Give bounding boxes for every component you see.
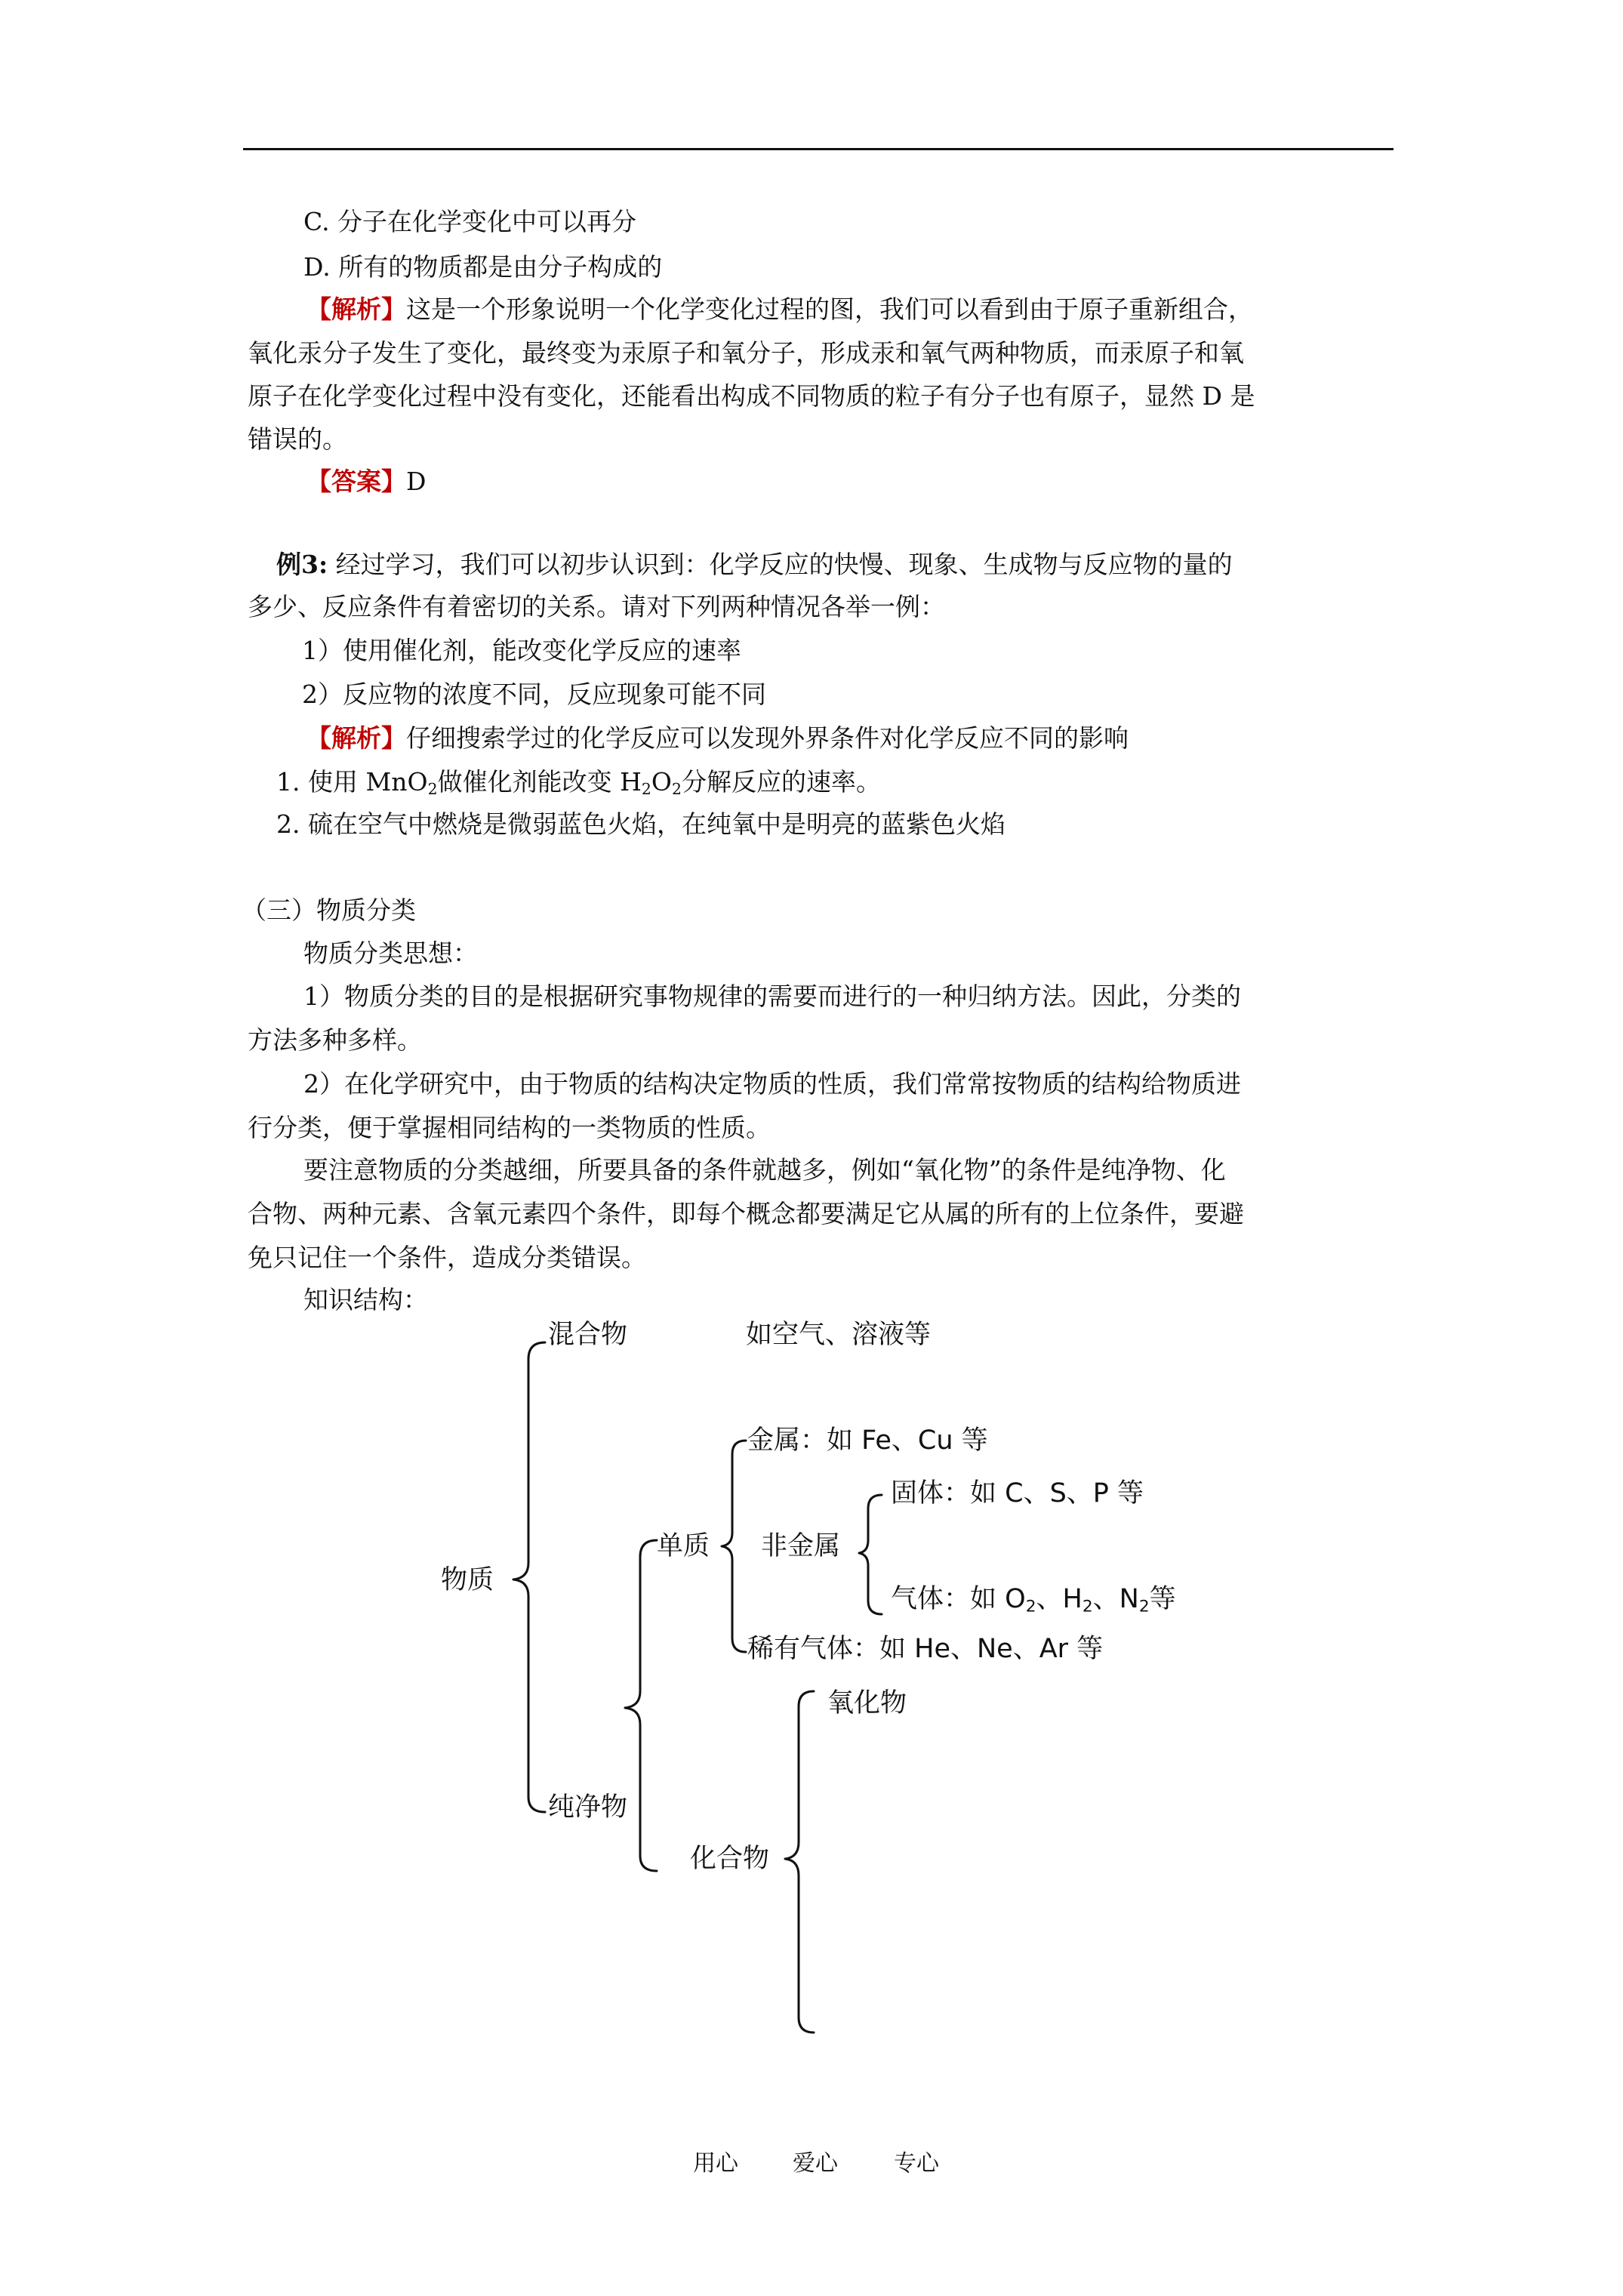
paragraph-1-line-1: 1）物质分类的目的是根据研究事物规律的需要而进行的一种归纳方法。因此，分类的 <box>303 982 1241 1011</box>
brace-root <box>513 1342 545 1812</box>
analysis-1-line-4: 错误的。 <box>248 424 347 454</box>
example-3-item-1: 1）使用催化剂，能改变化学反应的速率 <box>302 636 741 665</box>
section-subheading: 物质分类思想： <box>303 938 478 968</box>
paragraph-2-line-2: 行分类，便于掌握相同结构的一类物质的性质。 <box>248 1113 771 1142</box>
analysis-1-line-2: 氧化汞分子发生了变化，最终变为汞原子和氧分子，形成汞和氧气两种物质，而汞原子和氧 <box>248 338 1244 368</box>
analysis-1-line-1: 【解析】这是一个形象说明一个化学变化过程的图，我们可以看到由于原子重新组合， <box>306 294 1253 324</box>
example-3-line-1: 例3: 经过学习，我们可以初步认识到：化学反应的快慢、现象、生成物与反应物的量的 <box>276 550 1233 579</box>
analysis-tag: 【解析】 <box>306 294 406 324</box>
analysis-2-point-2: 2. 硫在空气中燃烧是微弱蓝色火焰，在纯氧中是明亮的蓝紫色火焰 <box>276 809 1006 839</box>
footer-text-2: 爱心 <box>793 2150 838 2177</box>
brace-nonmetal <box>859 1495 882 1614</box>
brace-element <box>722 1441 746 1652</box>
tree-nonmetal: 非金属 <box>761 1531 841 1561</box>
analysis-tag: 【解析】 <box>306 723 406 753</box>
tree-oxide: 氧化物 <box>827 1688 907 1718</box>
structure-label: 知识结构： <box>303 1285 428 1314</box>
paragraph-3-line-2: 合物、两种元素、含氧元素四个条件，即每个概念都要满足它从属的所有的上位条件，要避 <box>248 1199 1244 1228</box>
tree-pure: 纯净物 <box>548 1792 628 1823</box>
analysis-2-line: 【解析】仔细搜索学过的化学反应可以发现外界条件对化学反应不同的影响 <box>306 723 1129 753</box>
paragraph-3-line-1: 要注意物质的分类越细，所要具备的条件就越多，例如“氧化物”的条件是纯净物、化 <box>303 1155 1226 1185</box>
paragraph-3-line-3: 免只记住一个条件，造成分类错误。 <box>248 1243 646 1272</box>
paragraph-2-line-1: 2）在化学研究中，由于物质的结构决定物质的性质，我们常常按物质的结构给物质进 <box>303 1069 1241 1099</box>
tree-noble-gas: 稀有气体：如 He、Ne、Ar 等 <box>747 1634 1104 1664</box>
tree-element: 单质 <box>657 1531 710 1561</box>
option-d: D. 所有的物质都是由分子构成的 <box>303 252 663 282</box>
footer-text-3: 专心 <box>894 2150 939 2177</box>
tree-root: 物质 <box>441 1565 494 1595</box>
tree-metal: 金属：如 Fe、Cu 等 <box>747 1425 988 1456</box>
footer-text-1: 用心 <box>693 2150 738 2177</box>
answer-value: D <box>406 467 427 496</box>
paragraph-1-line-2: 方法多种多样。 <box>248 1025 422 1055</box>
brace-compound <box>785 1691 814 2032</box>
tree-gas: 气体：如 $O_2$、$H_2$、$N_2$等 <box>891 1584 1176 1616</box>
option-c: C. 分子在化学变化中可以再分 <box>303 207 637 236</box>
answer-tag: 【答案】 <box>306 467 406 496</box>
example-3-item-2: 2）反应物的浓度不同，反应现象可能不同 <box>302 680 766 709</box>
tree-compound: 化合物 <box>690 1844 770 1874</box>
tree-mixture-example: 如空气、溶液等 <box>746 1320 932 1350</box>
analysis-1-line-3: 原子在化学变化过程中没有变化，还能看出构成不同物质的粒子有分子也有原子，显然 D 是 <box>248 381 1255 411</box>
example-3-label: 例3: <box>276 550 328 579</box>
tree-mixture: 混合物 <box>548 1320 628 1350</box>
example-3-line-2: 多少、反应条件有着密切的关系。请对下列两种情况各举一例： <box>248 592 945 621</box>
brace-pure <box>625 1540 657 1871</box>
tree-solid: 固体：如 C、S、P 等 <box>891 1478 1144 1509</box>
section-heading: （三）物质分类 <box>242 895 416 925</box>
analysis-2-point-1: 1. 使用 MnO$_2$做催化剂能改变 $H_2O_2$分解反应的速率。 <box>276 767 881 799</box>
